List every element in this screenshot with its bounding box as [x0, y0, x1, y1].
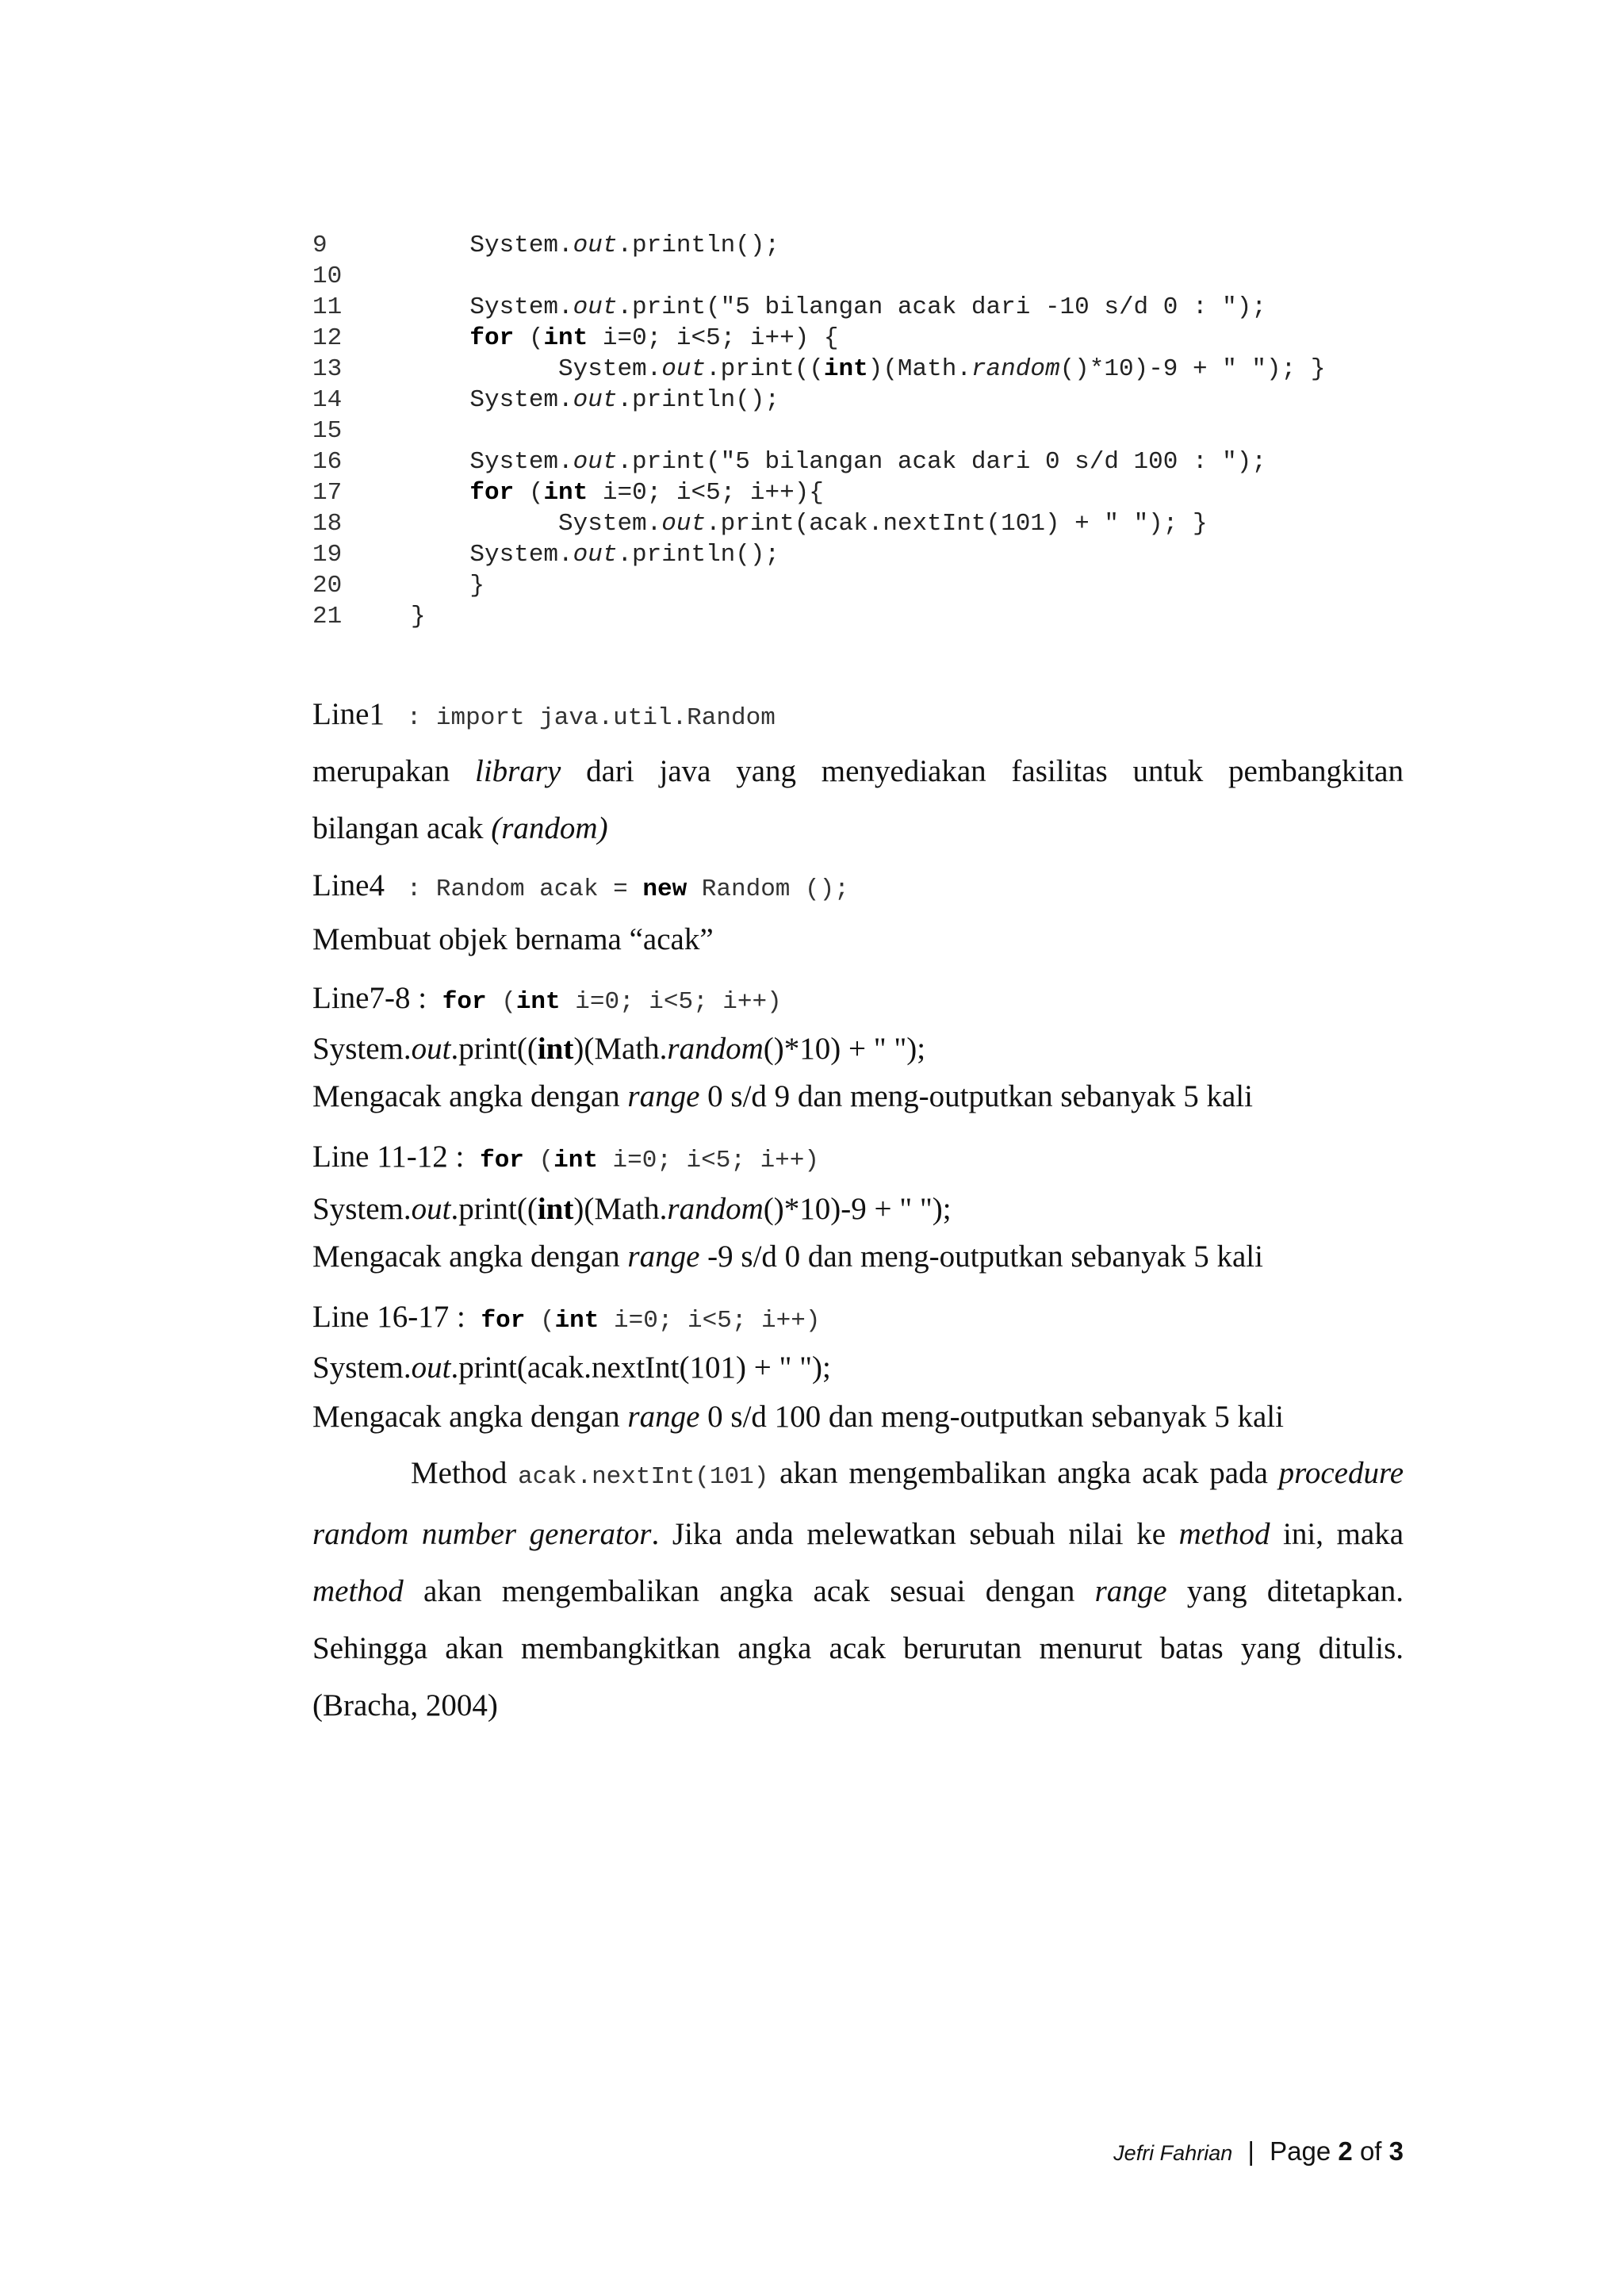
- line16-stmt-b: .print(acak.nextInt(101) + " ");: [450, 1351, 831, 1385]
- code-line-number: 16: [312, 448, 343, 476]
- code-italic: out: [573, 232, 618, 259]
- line1-desc-random: (random): [491, 811, 608, 845]
- line7-statement: [312, 1031, 925, 1067]
- code-line: [312, 446, 1325, 477]
- code-keyword: for: [469, 479, 515, 507]
- code-line: [312, 230, 1325, 261]
- line7-desc-a: Mengacak angka dengan: [312, 1079, 620, 1113]
- code-keyword: int: [823, 355, 868, 383]
- code-line-number: 18: [312, 510, 343, 538]
- line11-desc-a: Mengacak angka dengan: [312, 1239, 620, 1274]
- code-segment: System.: [411, 232, 573, 259]
- code-line-number: 17: [312, 479, 343, 507]
- line11-code-int: int: [553, 1147, 598, 1174]
- code-segment: (: [514, 479, 544, 507]
- para-method-word: Method: [411, 1456, 508, 1490]
- para-text-b: . Jika anda melewatkan sebuah nilai ke: [651, 1517, 1166, 1551]
- line7-description: [312, 1079, 1253, 1114]
- line7-code-int: int: [515, 988, 561, 1016]
- line7-code-mid: (: [486, 988, 516, 1016]
- para-method-1: method: [1178, 1517, 1270, 1551]
- line16-desc-range: range: [627, 1400, 700, 1434]
- line16-code: [481, 1307, 821, 1335]
- code-segment: .print("5 bilangan acak dari 0 s/d 100 : ");: [617, 448, 1266, 476]
- code-keyword: for: [469, 324, 515, 352]
- line16-statement: [312, 1350, 831, 1385]
- footer-author: Jefri Fahrian: [1113, 2141, 1233, 2165]
- code-italic: random: [971, 355, 1060, 383]
- code-line-number: 14: [312, 386, 343, 414]
- line11-desc-b: -9 s/d 0 dan meng-outputkan sebanyak 5 kali: [707, 1239, 1263, 1274]
- code-line-text: [411, 448, 1266, 476]
- line11-heading: [312, 1139, 819, 1174]
- code-line-number: 10: [312, 262, 343, 290]
- line16-label: Line 16-17 :: [312, 1300, 465, 1334]
- code-segment: }: [411, 572, 485, 600]
- code-line-text: [411, 293, 1266, 321]
- line7-code-for: for: [442, 988, 487, 1016]
- code-italic: out: [573, 541, 618, 569]
- line11-stmt-b: .print((: [450, 1192, 538, 1226]
- code-line: [312, 570, 1325, 601]
- code-segment: [411, 324, 469, 352]
- line7-code-rest: i=0; i<5; i++): [560, 988, 782, 1016]
- line7-label: Line7-8 :: [312, 981, 427, 1015]
- code-line: [312, 354, 1325, 385]
- line1-label: Line1: [312, 697, 385, 731]
- line11-description: [312, 1239, 1263, 1274]
- line16-desc-a: Mengacak angka dengan: [312, 1400, 620, 1434]
- line11-stmt-out: out: [411, 1192, 451, 1226]
- line7-stmt-d: ()*10) + " ");: [763, 1032, 926, 1066]
- code-line: [312, 416, 1325, 446]
- line1-desc-text-3: bilangan acak: [312, 811, 484, 845]
- code-segment: .print((: [706, 355, 824, 383]
- code-segment: System.: [411, 386, 573, 414]
- para-text-c: ini, maka: [1283, 1517, 1404, 1551]
- line7-desc-range: range: [627, 1079, 700, 1113]
- line1-desc-text: merupakan: [312, 754, 450, 788]
- line11-desc-range: range: [627, 1239, 700, 1274]
- line7-heading: [312, 980, 782, 1016]
- code-line-number: 12: [312, 324, 343, 352]
- line4-code-new: new: [642, 875, 688, 903]
- code-italic: out: [573, 448, 618, 476]
- footer-of-word: of: [1359, 2136, 1382, 2166]
- code-line-number: 19: [312, 541, 343, 569]
- code-line-text: [411, 479, 824, 507]
- code-listing: [312, 230, 1325, 632]
- code-segment: .println();: [617, 541, 780, 569]
- code-line: [312, 601, 1325, 632]
- line11-label: Line 11-12 :: [312, 1140, 465, 1174]
- line7-stmt-random: random: [667, 1032, 764, 1066]
- code-line-text: [411, 603, 426, 630]
- code-line: [312, 539, 1325, 570]
- code-line-number: 13: [312, 355, 343, 383]
- code-italic: out: [661, 355, 707, 383]
- code-segment: ()*10)-9 + " "); }: [1059, 355, 1326, 383]
- line11-code-mid: (: [523, 1147, 554, 1174]
- line4-label: Line4: [312, 868, 385, 902]
- code-segment: i=0; i<5; i++){: [588, 479, 824, 507]
- code-line: [312, 385, 1325, 416]
- code-line-text: [411, 355, 1325, 383]
- line1-desc-row2: [312, 810, 608, 846]
- line16-code-rest: i=0; i<5; i++): [599, 1307, 821, 1335]
- line16-desc-b: 0 s/d 100 dan meng-outputkan sebanyak 5 kali: [707, 1400, 1284, 1434]
- code-keyword: int: [543, 479, 588, 507]
- line7-stmt-a: System.: [312, 1032, 412, 1066]
- code-segment: .print("5 bilangan acak dari -10 s/d 0 : ");: [617, 293, 1266, 321]
- page-footer: [1113, 2136, 1404, 2167]
- code-line-number: 9: [312, 232, 327, 259]
- code-line: [312, 477, 1325, 508]
- code-segment: (: [514, 324, 544, 352]
- line1-desc-text-2: dari java yang menyediakan fasilitas untuk pembangkitan: [586, 754, 1404, 788]
- line7-desc-b: 0 s/d 9 dan meng-outputkan sebanyak 5 kali: [707, 1079, 1253, 1113]
- code-line-text: [411, 324, 839, 352]
- code-segment: .println();: [617, 232, 780, 259]
- code-segment: System.: [411, 541, 573, 569]
- line11-stmt-random: random: [667, 1192, 764, 1226]
- code-segment: System.: [411, 510, 662, 538]
- line16-code-int: int: [554, 1307, 599, 1335]
- code-line-number: 21: [312, 603, 343, 630]
- para-procedure: procedure random number generator: [312, 1456, 1404, 1551]
- line11-stmt-d: ()*10)-9 + " ");: [763, 1192, 952, 1226]
- line4-code-post: Random ();: [687, 875, 849, 903]
- code-segment: System.: [411, 448, 573, 476]
- code-italic: out: [661, 510, 707, 538]
- line7-code: [442, 988, 782, 1016]
- line4-code: [407, 875, 849, 903]
- code-segment: }: [411, 603, 426, 630]
- code-line: [312, 508, 1325, 539]
- para-text-e: yang ditetapkan. Sehingga akan membangkitkan angka acak berurutan menurut batas yang ditulis. (Bracha, 2004): [312, 1574, 1404, 1722]
- line1-description: [312, 753, 1404, 789]
- footer-page-total: 3: [1388, 2136, 1404, 2166]
- code-italic: out: [573, 293, 618, 321]
- line7-stmt-int: int: [537, 1032, 574, 1066]
- line4-heading: [312, 868, 849, 903]
- line16-code-for: for: [481, 1307, 526, 1335]
- code-segment: System.: [411, 293, 573, 321]
- line11-stmt-c: )(Math.: [573, 1192, 668, 1226]
- footer-page-current: 2: [1338, 2136, 1353, 2166]
- method-paragraph: [312, 1445, 1404, 1734]
- code-segment: System.: [411, 355, 662, 383]
- code-segment: i=0; i<5; i++) {: [588, 324, 839, 352]
- code-line-text: [411, 386, 779, 414]
- line11-stmt-int: int: [537, 1192, 574, 1226]
- code-line-number: 20: [312, 572, 343, 600]
- line7-stmt-c: )(Math.: [573, 1032, 668, 1066]
- line4-code-pre: : Random acak =: [406, 875, 643, 903]
- line1-code: : import java.util.Random: [406, 704, 776, 732]
- line16-stmt-out: out: [411, 1351, 451, 1385]
- footer-separator: |: [1247, 2136, 1254, 2166]
- footer-page-word: Page: [1270, 2136, 1331, 2166]
- line11-statement: [312, 1191, 952, 1227]
- code-keyword: int: [543, 324, 588, 352]
- para-code-nextint: acak.nextInt(101): [518, 1463, 769, 1491]
- line7-stmt-out: out: [411, 1032, 451, 1066]
- line1-desc-library: library: [475, 754, 561, 788]
- code-segment: )(Math.: [868, 355, 971, 383]
- code-line-text: [411, 541, 779, 569]
- para-text-d: akan mengembalikan angka acak sesuai dengan: [423, 1574, 1075, 1608]
- line11-code-for: for: [480, 1147, 524, 1174]
- line16-stmt-a: System.: [312, 1351, 412, 1385]
- line16-heading: [312, 1299, 820, 1335]
- code-line: [312, 292, 1325, 323]
- code-line-text: [411, 232, 779, 259]
- line7-stmt-b: .print((: [450, 1032, 538, 1066]
- line1-heading: [312, 696, 776, 732]
- code-line: [312, 261, 1325, 292]
- line11-code: [480, 1147, 819, 1174]
- code-line-number: 15: [312, 417, 343, 445]
- code-line: [312, 323, 1325, 354]
- line11-code-rest: i=0; i<5; i++): [597, 1147, 819, 1174]
- code-line-text: [411, 510, 1208, 538]
- code-italic: out: [573, 386, 618, 414]
- line16-description: [312, 1399, 1284, 1435]
- line11-stmt-a: System.: [312, 1192, 412, 1226]
- code-segment: .println();: [617, 386, 780, 414]
- line1-desc-row1: [312, 753, 1404, 789]
- para-range: range: [1094, 1574, 1167, 1608]
- code-segment: .print(acak.nextInt(101) + " "); }: [706, 510, 1208, 538]
- code-segment: [411, 479, 469, 507]
- line16-code-mid: (: [525, 1307, 555, 1335]
- para-method-2: method: [312, 1574, 404, 1608]
- code-line-text: [411, 572, 485, 600]
- code-line-number: 11: [312, 293, 343, 321]
- line4-description: Membuat objek bernama “acak”: [312, 922, 714, 956]
- para-text-a: akan mengembalikan angka acak pada: [779, 1456, 1268, 1490]
